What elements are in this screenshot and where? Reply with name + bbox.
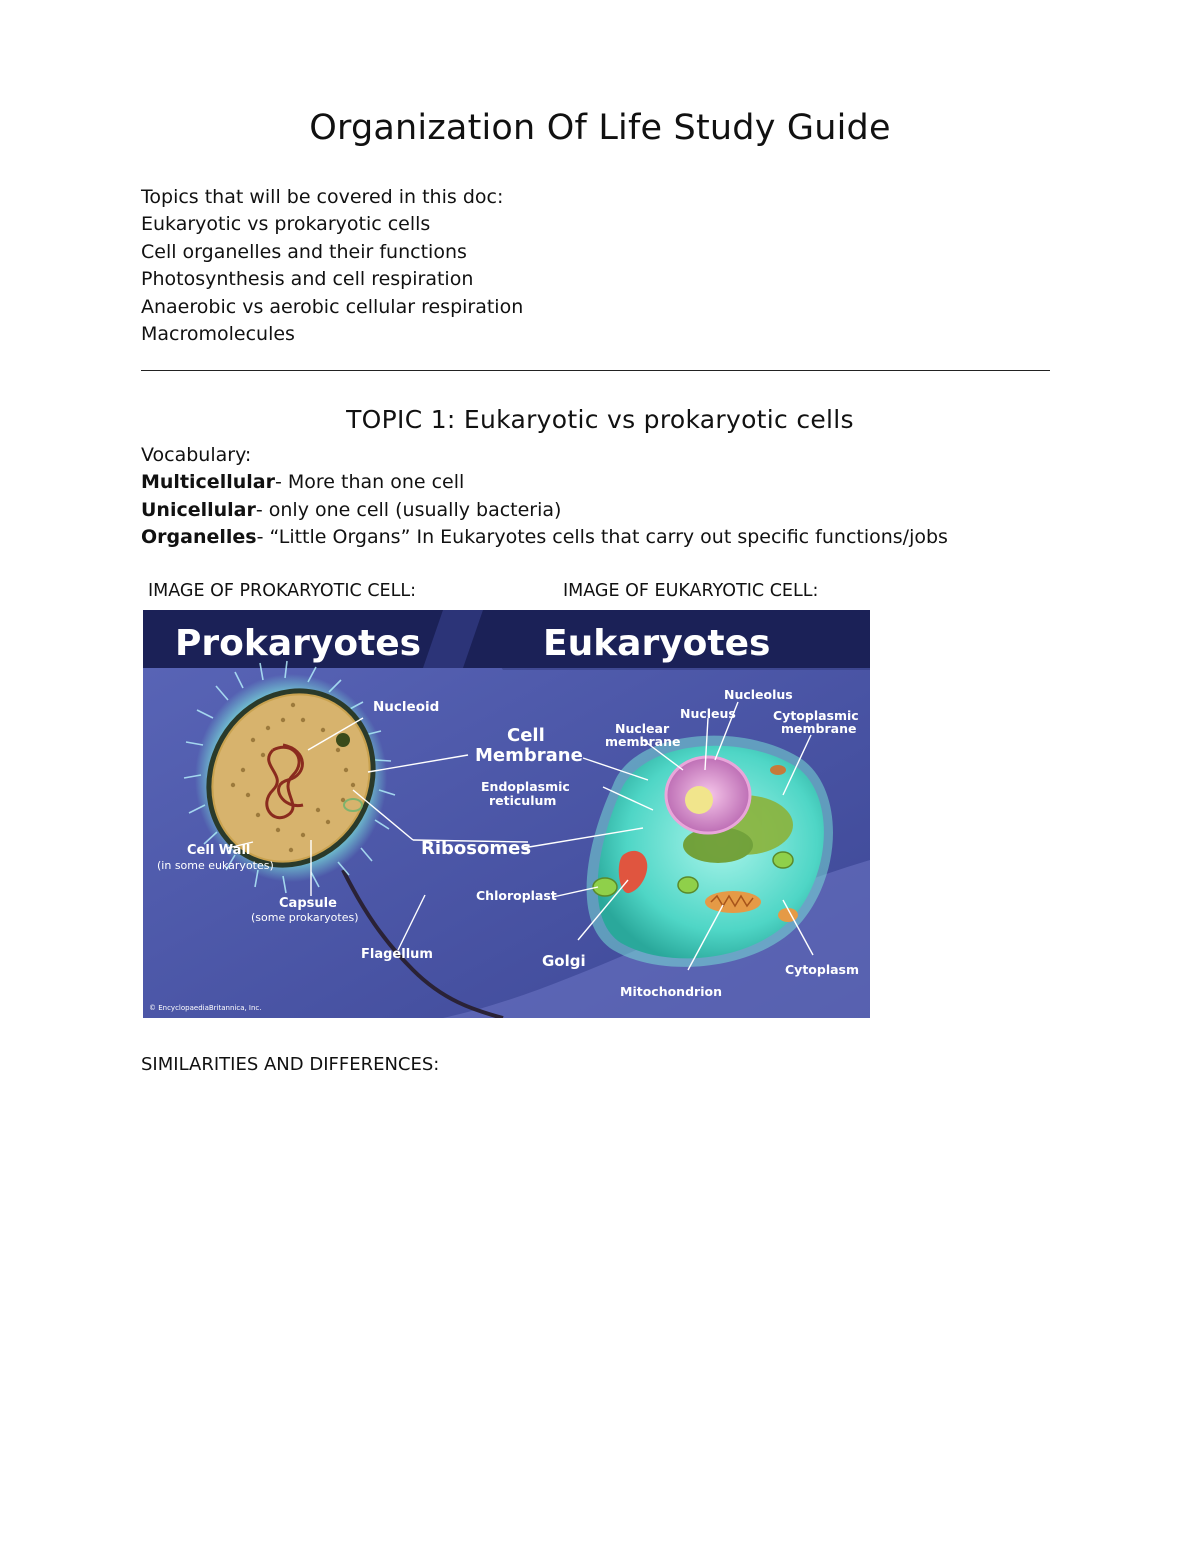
label-nucleoid: Nucleoid [373,699,440,715]
topics-list [141,184,523,348]
label-er-line2: reticulum [489,793,557,808]
label-cytoplasm: Cytoplasm [785,962,860,977]
vocabulary-label: Vocabulary: [141,444,252,466]
horizontal-divider [141,370,1050,371]
document-title: Organization Of Life Study Guide [309,108,891,148]
mitochondrion-shape [705,891,761,913]
vocab-entry [141,469,948,496]
cell-comparison-figure [143,610,870,1018]
vesicle-shape [770,765,786,775]
label-capsule-note: (some prokaryotes) [251,911,359,924]
vocab-definition: - More than one cell [274,471,465,494]
label-mitochondrion: Mitochondrion [620,984,722,999]
label-cytoplasmic-membrane-line1: Cytoplasmic [773,708,859,723]
topic-item: Anaerobic vs aerobic cellular respiration [141,295,524,318]
topic-item: Macromolecules [141,323,295,346]
prokaryotic-image-label: IMAGE OF PROKARYOTIC CELL: [148,581,416,601]
label-ribosomes: Ribosomes [421,838,532,859]
label-nucleolus: Nucleolus [724,687,793,702]
nucleolus-shape [685,786,713,814]
topic-item: Photosynthesis and cell respiration [141,268,474,291]
label-cell-wall: Cell Wall [187,843,251,858]
vocab-definition: - only one cell (usually bacteria) [255,498,562,521]
label-nucleus: Nucleus [680,706,736,721]
vocab-definition: - “Little Organs” In Eukaryotes cells that carry out specific functions/jobs [256,526,948,549]
vocab-term: Organelles [141,526,257,549]
label-nuclear-membrane-line1: Nuclear [615,721,670,736]
prokaryotes-heading: Prokaryotes [175,623,422,664]
label-cell-wall-note: (in some eukaryotes) [157,859,274,872]
topics-intro: Topics that will be covered in this doc: [141,186,504,208]
label-cytoplasmic-membrane-line2: membrane [781,721,857,736]
similarities-differences-label: SIMILARITIES AND DIFFERENCES: [141,1054,440,1075]
plasmid-shape [336,733,350,747]
label-cell-membrane-line1: Cell [507,725,545,746]
figure-credit: © EncyclopaediaBritannica, Inc. [149,1004,262,1012]
label-capsule: Capsule [279,896,337,911]
label-chloroplast: Chloroplast [476,888,557,903]
vocab-entry [141,524,948,551]
eukaryotic-image-label: IMAGE OF EUKARYOTIC CELL: [563,581,819,601]
vocab-term: Unicellular [141,498,256,521]
label-cell-membrane-line2: Membrane [475,745,583,766]
label-er-line1: Endoplasmic [481,779,570,794]
label-golgi: Golgi [542,952,586,970]
topic-item: Eukaryotic vs prokaryotic cells [141,213,431,236]
label-flagellum: Flagellum [361,947,433,962]
vocabulary-section [141,442,948,552]
vocab-entry [141,497,948,524]
topic-1-heading: TOPIC 1: Eukaryotic vs prokaryotic cells [346,405,854,434]
vocab-term: Multicellular [141,471,275,494]
topic-item: Cell organelles and their functions [141,240,467,263]
label-nuclear-membrane-line2: membrane [605,734,681,749]
eukaryotes-heading: Eukaryotes [543,623,771,664]
